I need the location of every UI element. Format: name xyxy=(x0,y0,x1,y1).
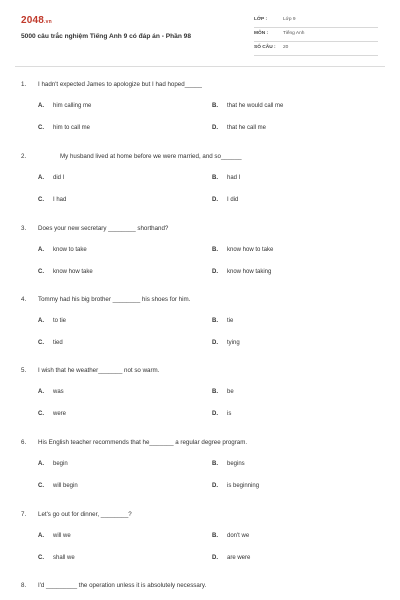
option-text: tie xyxy=(227,318,234,324)
option-text: will we xyxy=(53,533,71,539)
meta-count-value: 20 xyxy=(283,45,289,50)
option-c[interactable] xyxy=(38,340,63,346)
option-letter: C. xyxy=(38,555,44,561)
option-d[interactable] xyxy=(212,125,266,131)
option-c[interactable] xyxy=(38,483,78,489)
option-letter: C. xyxy=(38,483,44,489)
option-a[interactable] xyxy=(38,533,71,539)
option-d[interactable] xyxy=(212,197,238,203)
question-text: Let's go out for dinner, ________? xyxy=(38,511,132,518)
option-c[interactable] xyxy=(38,197,66,203)
question-number: 3. xyxy=(21,225,27,232)
option-letter: B. xyxy=(212,461,218,467)
question-text: I hadn't expected James to apologize but I had hoped_____ xyxy=(38,81,202,88)
option-letter: A. xyxy=(38,103,44,109)
option-c[interactable] xyxy=(38,125,90,131)
option-letter: C. xyxy=(38,340,44,346)
option-d[interactable] xyxy=(212,269,271,275)
option-letter: D. xyxy=(212,411,218,417)
meta-class-row xyxy=(254,14,378,28)
question-5 xyxy=(0,367,400,439)
option-text: know how take xyxy=(53,269,93,275)
option-b[interactable] xyxy=(212,461,245,467)
option-text: were xyxy=(53,411,67,417)
question-2 xyxy=(0,153,400,225)
option-letter: D. xyxy=(212,269,218,275)
option-text: don't we xyxy=(227,533,250,539)
option-text: begin xyxy=(53,461,68,467)
question-6 xyxy=(0,439,400,511)
option-b[interactable] xyxy=(212,175,240,181)
option-letter: C. xyxy=(38,269,44,275)
question-text: His English teacher recommends that he_______ a regular degree program. xyxy=(38,439,248,446)
document-title: 5000 câu trắc nghiệm Tiếng Anh 9 có đáp án - Phần 98 xyxy=(21,33,192,40)
meta-subject-row xyxy=(254,28,378,42)
option-letter: A. xyxy=(38,318,44,324)
option-text: are were xyxy=(227,555,251,561)
option-text: had I xyxy=(227,175,241,181)
question-number: 6. xyxy=(21,439,27,446)
option-letter: B. xyxy=(212,247,218,253)
option-text: tying xyxy=(227,340,240,346)
option-text: him to call me xyxy=(53,125,91,131)
option-text: is beginning xyxy=(227,483,260,489)
option-text: is xyxy=(227,411,232,417)
logo-tld: .vn xyxy=(44,19,52,25)
option-letter: D. xyxy=(212,555,218,561)
option-b[interactable] xyxy=(212,389,234,395)
option-text: to tie xyxy=(53,318,67,324)
meta-class-label: LỚP : xyxy=(254,17,268,22)
option-letter: B. xyxy=(212,533,218,539)
document-header xyxy=(0,0,400,66)
option-text: be xyxy=(227,389,234,395)
option-text: did I xyxy=(53,175,65,181)
question-text: My husband lived at home before we were married, and so______ xyxy=(60,153,242,160)
option-text: tied xyxy=(53,340,63,346)
option-letter: D. xyxy=(212,197,218,203)
option-a[interactable] xyxy=(38,175,64,181)
option-letter: A. xyxy=(38,247,44,253)
option-letter: A. xyxy=(38,175,44,181)
question-1 xyxy=(0,81,400,153)
meta-count-label: SỐ CÂU : xyxy=(254,45,276,50)
option-letter: C. xyxy=(38,197,44,203)
option-letter: A. xyxy=(38,533,44,539)
option-text: was xyxy=(53,389,64,395)
option-c[interactable] xyxy=(38,411,66,417)
option-letter: A. xyxy=(38,389,44,395)
question-text: I wish that he weather_______ not so warm. xyxy=(38,367,160,374)
meta-subject-label: MÔN : xyxy=(254,31,269,36)
question-3 xyxy=(0,225,400,297)
meta-class-value: Lớp 9 xyxy=(283,17,296,22)
question-number: 5. xyxy=(21,367,27,374)
option-letter: D. xyxy=(212,340,218,346)
option-letter: B. xyxy=(212,175,218,181)
option-text: begins xyxy=(227,461,245,467)
option-text: that he call me xyxy=(227,125,267,131)
option-d[interactable] xyxy=(212,340,240,346)
option-text: shall we xyxy=(53,555,75,561)
question-number: 2. xyxy=(21,153,27,160)
option-text: him calling me xyxy=(53,103,92,109)
option-letter: B. xyxy=(212,389,218,395)
option-letter: B. xyxy=(212,103,218,109)
header-divider xyxy=(15,66,385,67)
question-8 xyxy=(0,582,400,596)
option-a[interactable] xyxy=(38,247,87,253)
option-text: know to take xyxy=(53,247,87,253)
option-a[interactable] xyxy=(38,389,64,395)
site-logo[interactable] xyxy=(21,15,52,26)
option-letter: D. xyxy=(212,125,218,131)
option-letter: D. xyxy=(212,483,218,489)
question-text: Tommy had his big brother ________ his shoes for him. xyxy=(38,296,191,303)
option-d[interactable] xyxy=(212,483,259,489)
option-letter: C. xyxy=(38,125,44,131)
option-a[interactable] xyxy=(38,318,66,324)
option-text: know how taking xyxy=(227,269,272,275)
option-letter: C. xyxy=(38,411,44,417)
option-text: know how to take xyxy=(227,247,274,253)
option-b[interactable] xyxy=(212,533,249,539)
question-4 xyxy=(0,296,400,368)
option-a[interactable] xyxy=(38,103,91,109)
option-d[interactable] xyxy=(212,555,250,561)
option-a[interactable] xyxy=(38,461,68,467)
question-7 xyxy=(0,511,400,583)
meta-count-row xyxy=(254,42,378,56)
option-text: I had xyxy=(53,197,67,203)
option-c[interactable] xyxy=(38,555,75,561)
option-b[interactable] xyxy=(212,318,233,324)
option-letter: A. xyxy=(38,461,44,467)
option-b[interactable] xyxy=(212,103,283,109)
option-text: that he would call me xyxy=(227,103,284,109)
meta-subject-value: Tiếng Anh xyxy=(283,31,305,36)
option-b[interactable] xyxy=(212,247,273,253)
question-number: 4. xyxy=(21,296,27,303)
option-c[interactable] xyxy=(38,269,93,275)
option-text: I did xyxy=(227,197,239,203)
question-text: Does your new secretary ________ shorthand? xyxy=(38,225,169,232)
option-d[interactable] xyxy=(212,411,231,417)
question-text: I'd _________ the operation unless it is absolutely necessary. xyxy=(38,582,207,589)
logo-text: 2048 xyxy=(21,15,45,26)
question-number: 1. xyxy=(21,81,27,88)
option-text: will begin xyxy=(53,483,78,489)
option-letter: B. xyxy=(212,318,218,324)
question-number: 8. xyxy=(21,582,27,589)
question-number: 7. xyxy=(21,511,27,518)
